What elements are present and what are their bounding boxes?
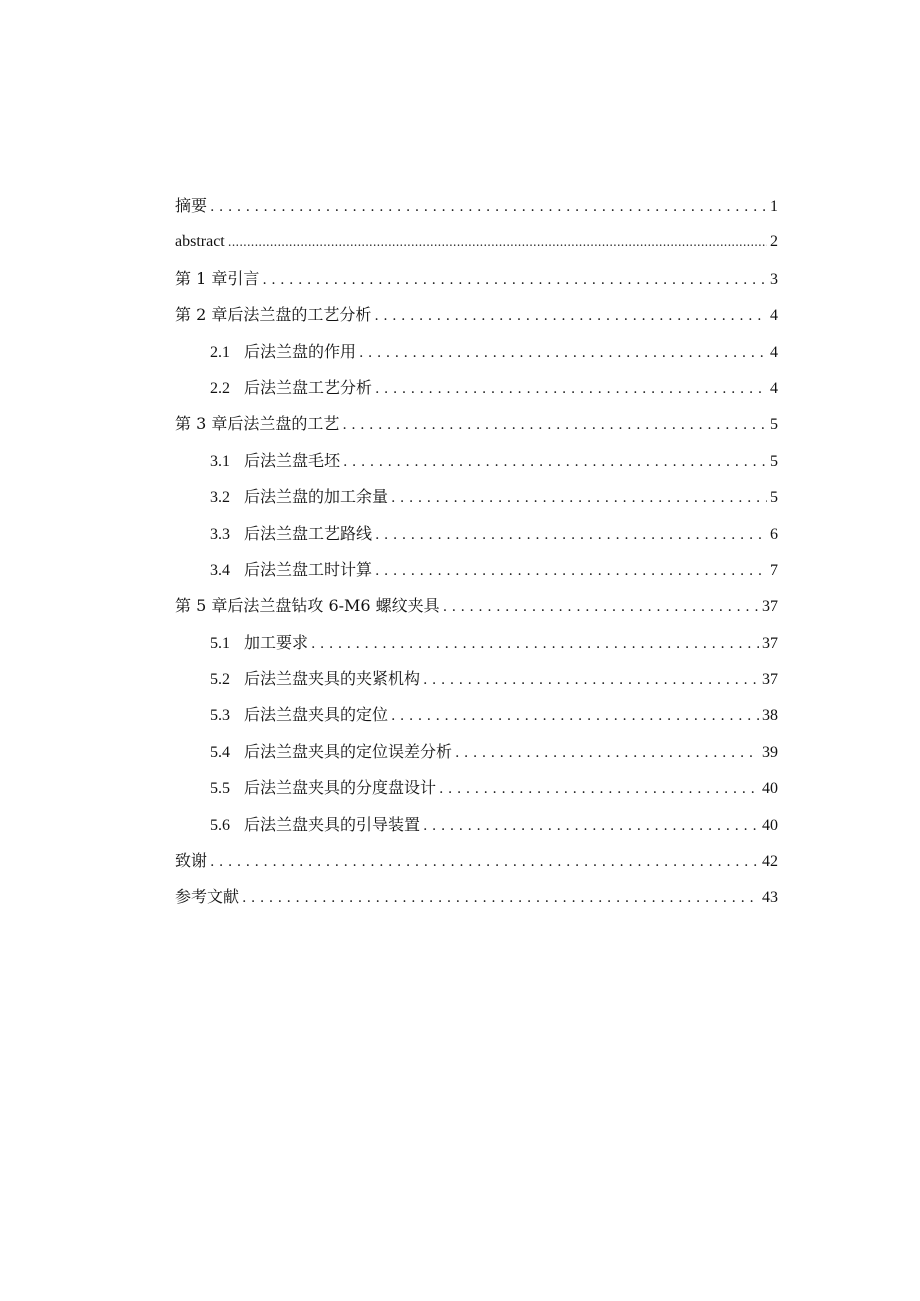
toc-entry-title: 第 5 章后法兰盘钻攻 6-M6 螺纹夹具 (175, 596, 440, 616)
toc-dot-leader (342, 407, 767, 443)
toc-entry-title: abstract (175, 233, 225, 251)
toc-entry-title: 加工要求 (244, 632, 309, 652)
toc-dot-leader (375, 371, 767, 407)
toc-subentry[interactable] (175, 443, 778, 479)
toc-entry-title: 后法兰盘夹具的定位 (244, 705, 389, 725)
toc-entry-number: 3.3 (210, 525, 230, 543)
toc-dot-leader (228, 224, 767, 260)
toc-entry-title: 后法兰盘工时计算 (244, 559, 373, 579)
toc-entry-page: 40 (762, 816, 778, 834)
toc-entry-number: 3.2 (210, 489, 230, 507)
toc-entry[interactable] (175, 406, 778, 442)
toc-entry[interactable] (175, 843, 778, 879)
toc-subentry[interactable] (175, 370, 778, 406)
toc-entry-number: 5.4 (210, 743, 230, 761)
toc-entry-page: 7 (770, 561, 778, 579)
toc-entry-title: 后法兰盘毛坯 (244, 450, 341, 470)
toc-dot-leader (311, 626, 759, 662)
toc-entry-title: 第 3 章后法兰盘的工艺 (175, 414, 340, 434)
toc-dot-leader (374, 298, 767, 334)
toc-entry-title: 后法兰盘的加工余量 (244, 487, 389, 507)
toc-dot-leader (375, 553, 767, 589)
toc-subentry[interactable] (175, 516, 778, 552)
toc-entry-title: 后法兰盘夹具的夹紧机构 (244, 669, 421, 689)
toc-entry-title: 后法兰盘夹具的分度盘设计 (244, 778, 437, 798)
toc-dot-leader (443, 589, 759, 625)
toc-dot-leader (439, 771, 759, 807)
table-of-contents (175, 188, 778, 916)
toc-entry-number: 5.3 (210, 707, 230, 725)
toc-entry-title: 摘要 (175, 196, 208, 215)
toc-entry[interactable] (175, 224, 778, 260)
toc-entry-title: 第 2 章后法兰盘的工艺分析 (175, 305, 372, 325)
toc-entry-page: 42 (762, 853, 778, 871)
toc-subentry[interactable] (175, 625, 778, 661)
toc-entry-title: 后法兰盘的作用 (244, 341, 357, 361)
toc-dot-leader (210, 189, 767, 225)
toc-entry[interactable] (175, 297, 778, 333)
toc-entry-page: 40 (762, 780, 778, 798)
toc-entry[interactable] (175, 879, 778, 915)
toc-entry-page: 3 (770, 270, 778, 288)
toc-dot-leader (343, 444, 767, 480)
toc-entry-page: 6 (770, 525, 778, 543)
toc-dot-leader (423, 662, 759, 698)
toc-entry-number: 3.4 (210, 561, 230, 579)
toc-entry-page: 37 (762, 671, 778, 689)
toc-entry-title: 后法兰盘工艺路线 (244, 523, 373, 543)
toc-dot-leader (391, 698, 759, 734)
toc-dot-leader (210, 844, 759, 880)
toc-entry-page: 39 (762, 743, 778, 761)
toc-entry-page: 43 (762, 889, 778, 907)
toc-subentry[interactable] (175, 661, 778, 697)
toc-entry-page: 2 (770, 233, 778, 251)
toc-entry-page: 5 (770, 416, 778, 434)
toc-dot-leader (359, 335, 767, 371)
toc-dot-leader (423, 808, 759, 844)
toc-subentry[interactable] (175, 770, 778, 806)
toc-entry-title: 致谢 (175, 851, 208, 871)
toc-entry-number: 2.2 (210, 379, 230, 397)
toc-dot-leader (391, 480, 767, 516)
toc-entry-page: 4 (770, 379, 778, 397)
toc-subentry[interactable] (175, 334, 778, 370)
toc-entry[interactable] (175, 588, 778, 624)
toc-entry-page: 1 (770, 198, 778, 215)
toc-dot-leader (455, 735, 759, 771)
toc-entry-number: 5.1 (210, 634, 230, 652)
toc-entry-number: 3.1 (210, 452, 230, 470)
toc-entry-page: 37 (762, 598, 778, 616)
toc-entry-page: 4 (770, 343, 778, 361)
toc-entry-number: 5.5 (210, 780, 230, 798)
toc-entry-page: 37 (762, 634, 778, 652)
toc-dot-leader (242, 880, 759, 916)
toc-entry-page: 4 (770, 307, 778, 325)
toc-entry[interactable] (175, 188, 778, 224)
toc-subentry[interactable] (175, 697, 778, 733)
toc-entry-title: 后法兰盘夹具的定位误差分析 (244, 741, 453, 761)
toc-entry-page: 5 (770, 452, 778, 470)
toc-dot-leader (262, 262, 767, 298)
toc-entry-page: 38 (762, 707, 778, 725)
toc-entry-title: 后法兰盘夹具的引导装置 (244, 814, 421, 834)
toc-subentry[interactable] (175, 479, 778, 515)
toc-subentry[interactable] (175, 734, 778, 770)
toc-entry-number: 5.6 (210, 816, 230, 834)
toc-entry-title: 第 1 章引言 (175, 268, 260, 288)
toc-dot-leader (375, 517, 767, 553)
toc-entry-number: 5.2 (210, 671, 230, 689)
toc-subentry[interactable] (175, 552, 778, 588)
toc-entry-title: 后法兰盘工艺分析 (244, 377, 373, 397)
toc-subentry[interactable] (175, 807, 778, 843)
toc-entry-number: 2.1 (210, 343, 230, 361)
toc-entry[interactable] (175, 261, 778, 297)
toc-entry-page: 5 (770, 489, 778, 507)
toc-entry-title: 参考文献 (175, 887, 240, 907)
